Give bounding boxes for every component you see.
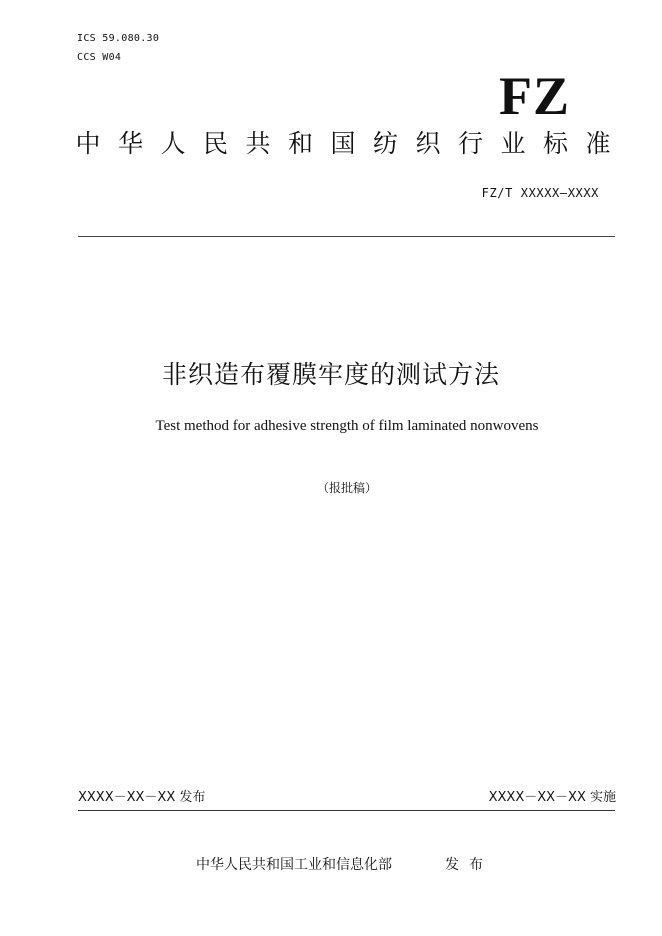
issuing-authority: 中华人民共和国工业和信息化部 — [196, 857, 392, 873]
standard-number: FZ/T XXXXX—XXXX — [481, 186, 599, 200]
draft-status: （报批稿） — [316, 481, 377, 495]
standard-type-char: 共 — [245, 129, 271, 158]
fz-logo: FZ — [498, 66, 570, 126]
standard-type-char: 中 — [75, 129, 101, 158]
standard-type-char: 准 — [585, 129, 611, 158]
standard-type-char: 人 — [160, 129, 186, 158]
standard-type-char: 华 — [117, 129, 143, 158]
standard-type-char: 行 — [457, 129, 483, 158]
issue-action: 发布 — [445, 857, 493, 873]
ccs-code: CCS W04 — [77, 52, 122, 63]
footer-divider — [78, 810, 615, 811]
standard-type-heading — [72, 128, 614, 160]
standard-type-char: 民 — [202, 129, 228, 158]
standard-type-char: 国 — [330, 129, 356, 158]
document-title-english: Test method for adhesive strength of film laminated nonwovens — [155, 418, 539, 434]
standard-type-char: 织 — [415, 129, 441, 158]
header-divider — [78, 236, 615, 237]
standard-type-char: 标 — [542, 129, 568, 158]
ics-code: ICS 59.080.30 — [77, 33, 160, 44]
standard-type-char: 和 — [287, 129, 313, 158]
standard-type-char: 纺 — [372, 129, 398, 158]
document-title-chinese: 非织造布覆膜牢度的测试方法 — [161, 360, 500, 389]
issue-date: XXXX－XX－XX 发布 — [78, 790, 206, 805]
implementation-date: XXXX－XX－XX 实施 — [488, 790, 616, 805]
standard-type-char: 业 — [500, 129, 526, 158]
